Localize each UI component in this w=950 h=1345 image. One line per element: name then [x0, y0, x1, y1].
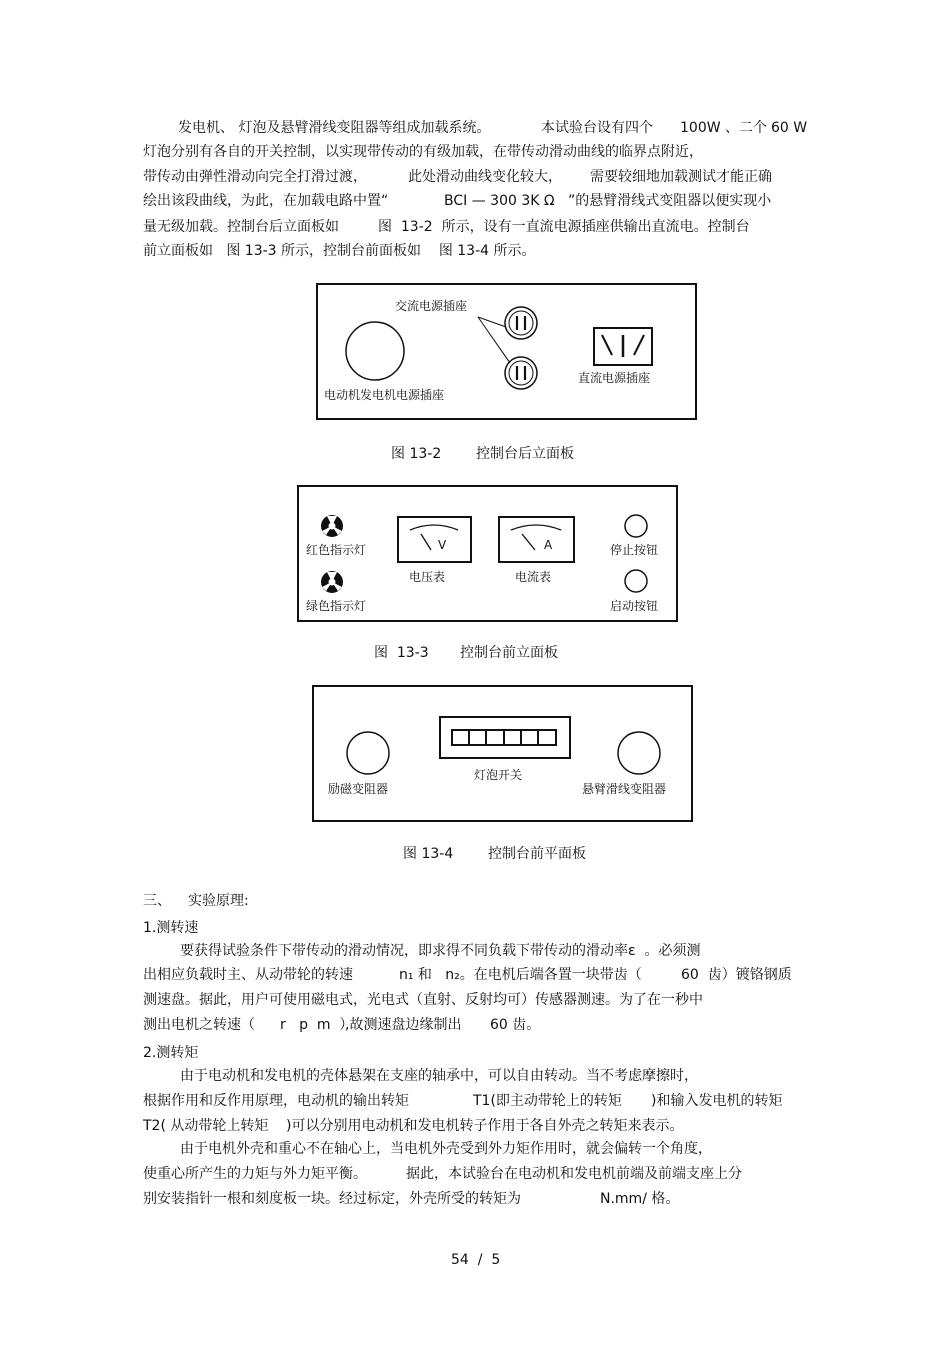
- intro-line-4c: ”的悬臂滑线式变阻器以便实现小: [568, 193, 772, 209]
- figure-13-3-number: 图 13-3: [374, 645, 429, 661]
- red-indicator-label: 红色指示灯: [306, 543, 367, 557]
- start-button-label: 启动按钮: [610, 599, 659, 613]
- cantilever-rheostat-label: 悬臂滑线变阻器: [582, 782, 667, 796]
- torque-line-6a: 别安装指针一根和刻度板一块。经过标定，外壳所受的转矩为: [143, 1191, 521, 1207]
- ac-socket-icon-top: [505, 307, 537, 339]
- torque-line-6b: N.mm/ 格。: [600, 1191, 680, 1207]
- bulb-switch-label: 灯泡开关: [474, 768, 523, 782]
- torque-line-3a: T2( 从动带轮上转矩: [143, 1118, 269, 1134]
- ammeter-label: 电流表: [515, 570, 552, 584]
- page-number: 54 / 5: [451, 1252, 501, 1268]
- front-vertical-panel-figure: [297, 485, 678, 622]
- torque-line-2c: )和输入发电机的转矩: [651, 1093, 783, 1109]
- ac-socket-label: 交流电源插座: [395, 299, 468, 313]
- ac-socket-icon-bottom: [505, 357, 537, 389]
- intro-line-3a: 带传动由弹性滑动向完全打滑过渡，: [143, 169, 367, 185]
- bulb-switch-bank-icon: [440, 717, 570, 758]
- intro-line-3c: 需要较细地加载测试才能正确: [590, 169, 772, 185]
- intro-line-5b: 图 13-2 所示，设有一直流电源插座供输出直流电。控制台: [378, 219, 750, 235]
- dc-socket-label: 直流电源插座: [578, 371, 651, 385]
- torque-line-2b: T1(即主动带轮上的转矩: [473, 1093, 622, 1109]
- torque-line-3b: )可以分别用电动机和发电机转子作用于各自外壳之转矩来表示。: [286, 1118, 684, 1134]
- intro-line-1c: 100W 、二个: [680, 120, 768, 136]
- ammeter-icon: [499, 517, 574, 562]
- leader-line-top: [478, 317, 506, 327]
- intro-line-6: 前立面板如 图 13-3 所示，控制台前面板如 图 13-4 所示。: [143, 243, 536, 259]
- subheading-speed: 1.测转速: [143, 920, 199, 936]
- stop-button-icon: [625, 515, 647, 537]
- red-indicator-light-icon: [321, 515, 343, 537]
- intro-line-1a: 发电机、 灯泡及悬臂滑线变阻器等组成加载系统。: [178, 120, 491, 136]
- figure-13-4-caption: 控制台前平面板: [488, 846, 586, 862]
- stop-button-label: 停止按钮: [610, 543, 659, 557]
- speed-line-1: 要获得试验条件下带传动的滑动情况，即求得不同负载下带传动的滑动率ε 。必须测: [180, 943, 701, 959]
- intro-line-5a: 量无级加载。控制台后立面板如: [143, 219, 339, 235]
- front-flat-panel-drawing: [314, 687, 695, 824]
- ammeter-letter: A: [544, 538, 553, 552]
- excitation-rheostat-label: 励磁变阻器: [328, 782, 389, 796]
- motor-generator-socket-circle: [346, 322, 404, 380]
- rear-panel-figure: [316, 283, 697, 420]
- intro-line-4a: 绘出该段曲线，为此，在加载电路中置“: [143, 193, 389, 209]
- torque-line-4: 由于电机外壳和重心不在轴心上，当电机外壳受到外力矩作用时，就会偏转一个角度，: [180, 1141, 712, 1157]
- subheading-torque: 2.测转矩: [143, 1045, 199, 1061]
- dc-socket-icon: [594, 328, 652, 365]
- speed-line-4b: r p m ）: [280, 1017, 354, 1033]
- green-indicator-light-icon: [321, 571, 343, 593]
- intro-line-3b: 此处滑动曲线变化较大，: [408, 169, 562, 185]
- intro-line-2: 灯泡分别有各自的开关控制，以实现带传动的有级加载，在带传动滑动曲线的临界点附近，: [143, 144, 703, 160]
- speed-line-2c: 60 齿）镀铬钢质: [681, 967, 792, 983]
- motor-generator-socket-label: 电动机发电机电源插座: [324, 388, 445, 402]
- figure-13-4-number: 图 13-4: [403, 846, 454, 862]
- front-flat-panel-figure: [312, 685, 693, 822]
- voltmeter-label: 电压表: [409, 570, 446, 584]
- voltmeter-letter: V: [438, 538, 447, 552]
- intro-line-1d: 60 W: [771, 120, 808, 136]
- torque-line-2a: 根据作用和反作用原理，电动机的输出转矩: [143, 1093, 409, 1109]
- section-heading-number: 三、: [143, 893, 171, 909]
- cantilever-rheostat-knob: [618, 732, 660, 774]
- speed-line-2a: 出相应负载时主、从动带轮的转速: [143, 967, 353, 983]
- start-button-icon: [625, 570, 647, 592]
- figure-13-2-number: 图 13-2: [391, 446, 442, 462]
- voltmeter-icon: [398, 517, 471, 562]
- green-indicator-label: 绿色指示灯: [306, 599, 367, 613]
- excitation-rheostat-knob: [347, 732, 389, 774]
- section-heading-text: 实验原理:: [188, 893, 249, 909]
- torque-line-5b: 据此，本试验台在电动机和发电机前端及前端支座上分: [406, 1166, 742, 1182]
- figure-13-3-caption: 控制台前立面板: [460, 645, 558, 661]
- speed-line-3: 测速盘。据此，用户可使用磁电式，光电式（直射、反射均可）传感器测速。为了在一秒中: [143, 992, 703, 1008]
- speed-line-2b: n₁ 和 n₂。在电机后端各置一块带齿（: [399, 967, 642, 983]
- figure-13-2-caption: 控制台后立面板: [476, 446, 574, 462]
- torque-line-5a: 使重心所产生的力矩与外力矩平衡。: [143, 1166, 367, 1182]
- speed-line-4a: 测出电机之转速（: [143, 1017, 255, 1033]
- speed-line-4c: ,故测速盘边缘制出: [345, 1017, 462, 1033]
- intro-line-1b: 本试验台设有四个: [541, 120, 653, 136]
- intro-line-4b: BCI — 300 3K Ω: [444, 193, 555, 209]
- torque-line-1: 由于电动机和发电机的壳体悬架在支座的轴承中，可以自由转动。当不考虑摩擦时，: [180, 1068, 698, 1084]
- speed-line-4d: 60 齿。: [490, 1017, 541, 1033]
